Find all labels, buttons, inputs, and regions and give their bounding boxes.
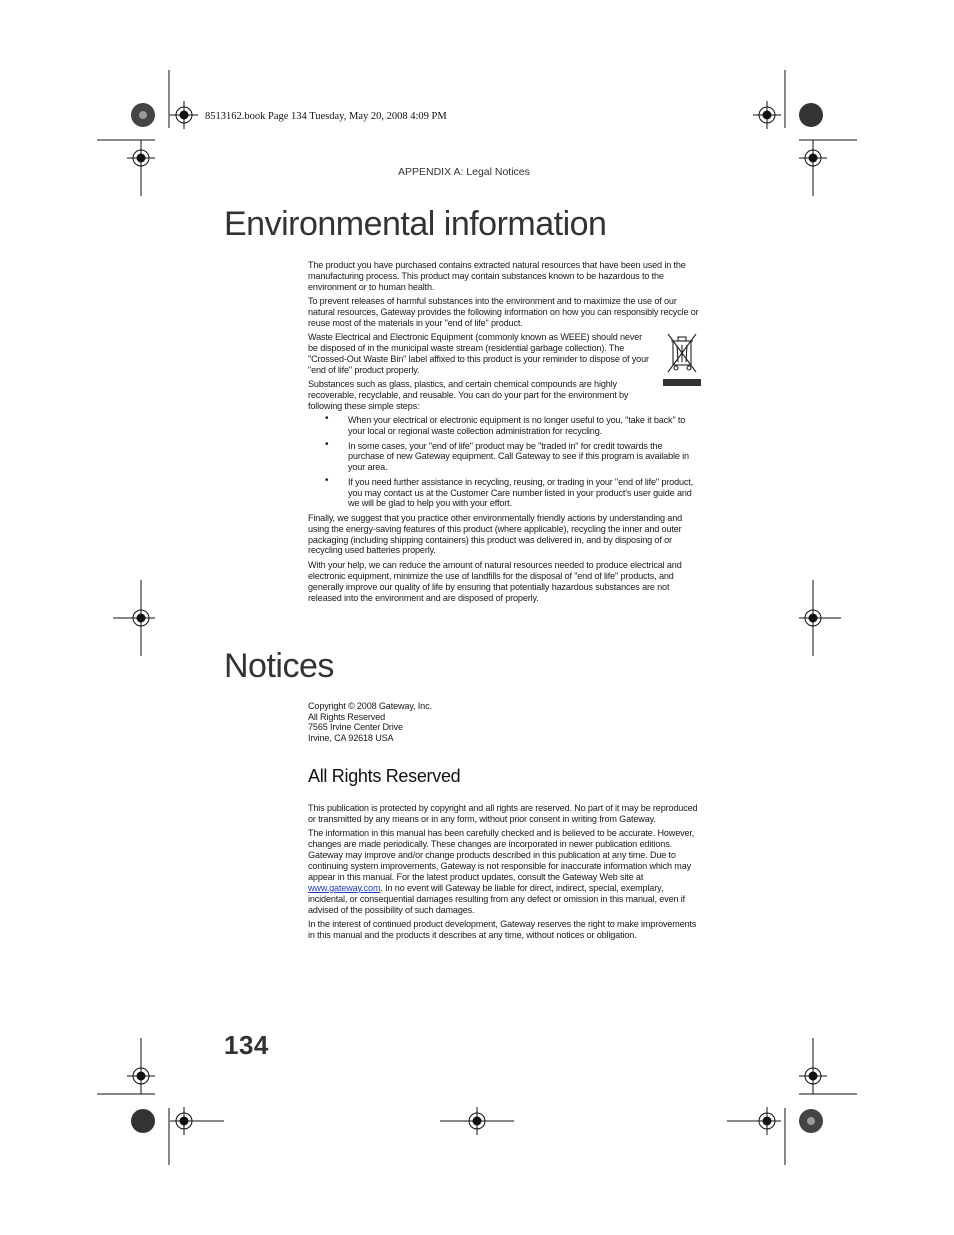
notices-paragraph-2-text: The information in this manual has been carefully checked and is believed to be accurate. However, changes are made periodically. These changes are incorporated in newer publication editions. Gateway may improve and/or change products described in this publication at any time. Due to continuing system improvements, Gateway is not responsible for inaccurate information which may appear in this manual. For the latest product updates, consult the Gateway Web site at: [308, 828, 695, 882]
bullet-icon: •: [325, 474, 329, 486]
environmental-information-heading: Environmental information: [224, 205, 607, 243]
notices-paragraph-2-text-cont: . In no event will Gateway be liable for direct, indirect, special, exemplary, incidental, or consequential damages resulting from any defect or omission in this manual, even if advised of the possibility of such damages.: [308, 882, 686, 915]
gateway-website-link[interactable]: www.gateway.com: [308, 882, 381, 893]
address-line: Copyright © 2008 Gateway, Inc.: [308, 701, 432, 711]
env-paragraph-weee: Waste Electrical and Electronic Equipment (commonly known as WEEE) should never be disposed of in the municipal waste stream (residential garbage collection). The "Crossed-Out Waste Bin" label affixed to this product is your reminder to dispose of your "end of life" product properly.: [308, 332, 649, 375]
list-item-text: If you need further assistance in recycling, reusing, or trading in your "end of life" product, you may contact us at the Customer Care number listed in your product's user guide and we will be glad to help you with your effort.: [348, 476, 694, 509]
page-number: 134: [224, 1030, 269, 1060]
env-paragraph-substances: Substances such as glass, plastics, and certain chemical compounds are highly recoverable, recyclable, and reusable. You can do your part for the environment by following these simple steps:: [308, 379, 629, 412]
notices-paragraph-3: In the interest of continued product development, Gateway reserves the right to make improvements in this manual and the products it describes at any time, without notices or obligation.: [308, 918, 697, 940]
notices-heading: Notices: [224, 647, 334, 685]
notices-paragraph-1: This publication is protected by copyright and all rights are reserved. No part of it may be reproduced or transmitted by any means or in any form, without prior consent in writing from Gateway.: [308, 803, 698, 824]
printer-slug: 8513162.book Page 134 Tuesday, May 20, 2008 4:09 PM: [205, 111, 447, 122]
address-line: Irvine, CA 92618 USA: [308, 733, 394, 744]
address-line: 7565 Irvine Center Drive: [308, 722, 403, 733]
address-line: All Rights Reserved: [308, 711, 386, 722]
env-paragraph-1: The product you have purchased contains extracted natural resources that have been used in the manufacturing process. This product may contain substances known to be hazardous to the environment or to human health.: [308, 260, 686, 292]
env-paragraph-2: To prevent releases of harmful substances into the environment and to maximize the use of our natural resources, Gateway provides the following information on how you can responsibly recycle or reuse most of the materials in your "end of life" product.: [308, 296, 699, 328]
list-item-text: When your electrical or electronic equipment is no longer useful to you, "take it back" to your local or regional waste collection administration for recycling.: [348, 415, 686, 437]
env-paragraph-6: With your help, we can reduce the amount of natural resources needed to produce electrical and electronic equipment, minimize the use of landfills for the disposal of "end of life" products, and generally improve our quality of life by ensuring that potentially hazardous substances are not released into the environment and are disposed of properly.: [308, 559, 682, 603]
all-rights-reserved-heading: All Rights Reserved: [308, 766, 461, 786]
list-item-text: In some cases, your "end of life" product may be "traded in" for credit towards the purchase of new Gateway equipment. Call Gateway to see if this program is available in your area.: [348, 440, 689, 473]
env-paragraph-5: Finally, we suggest that you practice other environmentally friendly actions by understanding and using the energy-saving features of this product (where applicable), recycling the inner and outer packaging (including shipping containers) this product was delivered in, and by disposing of or recycling used batteries properly.: [308, 512, 683, 556]
bullet-icon: •: [325, 438, 329, 450]
bullet-icon: •: [325, 413, 329, 425]
running-head: APPENDIX A: Legal Notices: [398, 166, 530, 178]
